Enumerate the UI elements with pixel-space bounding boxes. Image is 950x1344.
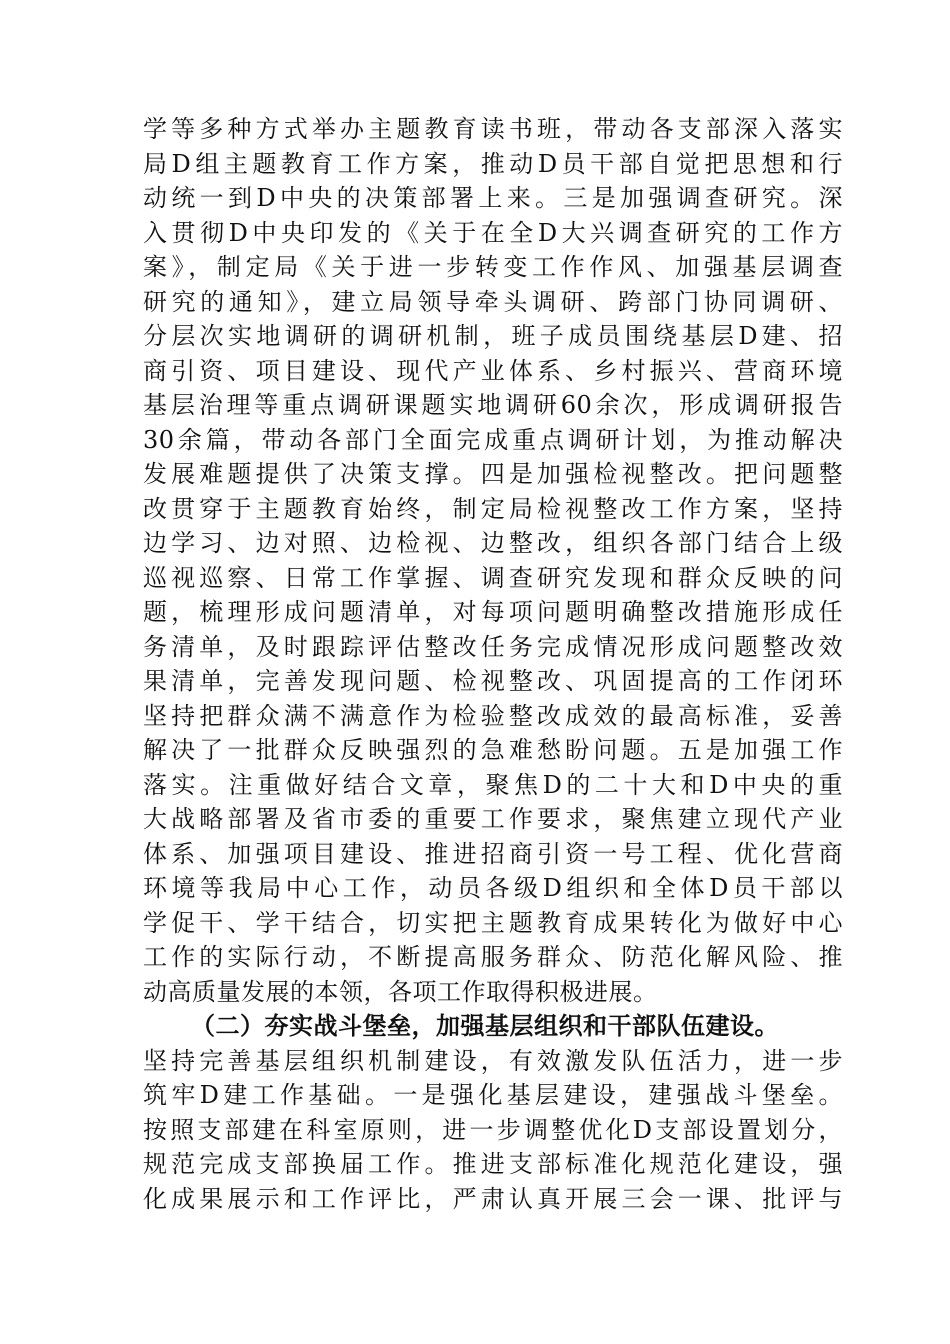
- text-line: 30余篇，带动各部门全面完成重点调研计划，为推动解决: [143, 425, 843, 454]
- text-line: 入贯彻D中央印发的《关于在全D大兴调查研究的工作方: [143, 218, 843, 247]
- text-line: 分层次实地调研的调研机制，班子成员围绕基层D建、招: [143, 322, 843, 350]
- text-line: 案》，制定局《关于进一步转变工作作风、加强基层调查: [143, 253, 843, 281]
- text-line: 学等多种方式举办主题教育读书班，带动各支部深入落实: [143, 115, 843, 143]
- text-line: 改贯穿于主题教育始终，制定局检视整改工作方案，坚持: [143, 494, 843, 523]
- text-line: 商引资、项目建设、现代产业体系、乡村振兴、营商环境: [143, 356, 843, 385]
- text-line: 工作的实际行动，不断提高服务群众、防范化解风险、推: [143, 943, 843, 971]
- text-line: 筑牢D建工作基础。一是强化基层建设，建强战斗堡垒。: [143, 1081, 843, 1109]
- text-line: 研究的通知》，建立局领导牵头调研、跨部门协同调研、: [143, 287, 843, 316]
- text-line: 学促干、学干结合，切实把主题教育成果转化为做好中心: [143, 908, 843, 937]
- text-line: 按照支部建在科室原则，进一步调整优化D支部设置划分，: [143, 1115, 843, 1144]
- text-line: 边学习、边对照、边检视、边整改，组织各部门结合上级: [143, 529, 843, 557]
- text-line: 题，梳理形成问题清单，对每项问题明确整改措施形成任: [143, 598, 843, 626]
- text-line: 动统一到D中央的决策部署上来。三是加强调查研究。深: [143, 184, 843, 212]
- text-line: 基层治理等重点调研课题实地调研60余次，形成调研报告: [143, 391, 843, 419]
- text-line: 务清单，及时跟踪评估整改任务完成情况形成问题整改效: [143, 632, 843, 661]
- text-line: 落实。注重做好结合文章，聚焦D的二十大和D中央的重: [143, 770, 843, 799]
- text-line: 发展难题提供了决策支撑。四是加强检视整改。把问题整: [143, 460, 843, 488]
- body-text: [143, 112, 843, 1216]
- text-line: 巡视巡察、日常工作掌握、调查研究发现和群众反映的问: [143, 563, 843, 592]
- text-line: 化成果展示和工作评比，严肃认真开展三会一课、批评与: [143, 1184, 843, 1213]
- text-line: 坚持完善基层组织机制建设，有效激发队伍活力，进一步: [143, 1046, 843, 1075]
- text-line: 规范完成支部换届工作。推进支部标准化规范化建设，强: [143, 1150, 843, 1178]
- text-line: 环境等我局中心工作，动员各级D组织和全体D员干部以: [143, 874, 843, 902]
- text-line: 局D组主题教育工作方案，推动D员干部自觉把思想和行: [143, 149, 843, 178]
- text-line: 坚持把群众满不满意作为检验整改成效的最高标准，妥善: [143, 701, 843, 730]
- text-line: 解决了一批群众反映强烈的急难愁盼问题。五是加强工作: [143, 736, 843, 764]
- text-line: 大战略部署及省市委的重要工作要求，聚焦建立现代产业: [143, 805, 843, 833]
- text-line: 果清单，完善发现问题、检视整改、巩固提高的工作闭环: [143, 667, 843, 695]
- text-line: 体系、加强项目建设、推进招商引资一号工程、优化营商: [143, 839, 843, 868]
- text-line: 动高质量发展的本领，各项工作取得积极进展。: [143, 977, 658, 1006]
- section-heading: （二）夯实战斗堡垒，加强基层组织和干部队伍建设。: [191, 1011, 779, 1040]
